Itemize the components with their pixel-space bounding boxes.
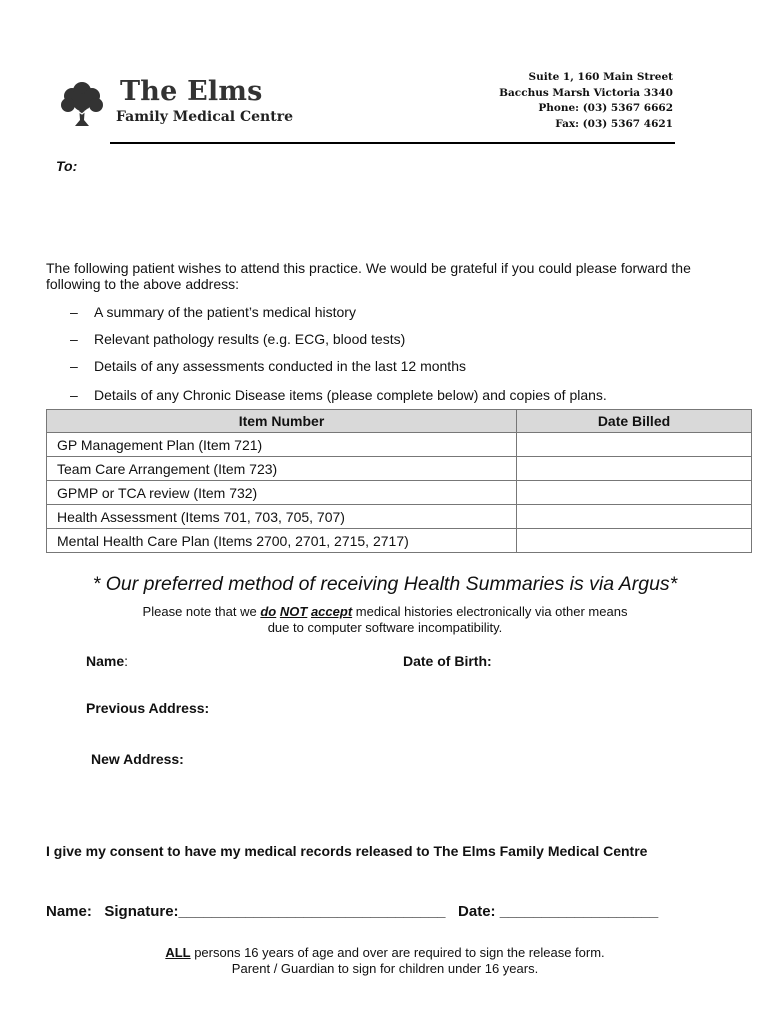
- footer-line1: ALL persons 16 years of age and over are required to sign the release form.: [165, 945, 605, 960]
- table-header-row: [47, 410, 752, 433]
- signature-row: [46, 903, 658, 920]
- column-header-date-billed: Date Billed: [517, 410, 752, 433]
- item-cell: GP Management Plan (Item 721): [47, 433, 517, 457]
- clinic-name: The Elms: [120, 76, 263, 107]
- intro-paragraph: The following patient wishes to attend this practice. We would be grateful if you could please forward the following to the above address:: [46, 260, 691, 292]
- item-cell: Team Care Arrangement (Item 723): [47, 457, 517, 481]
- electronic-notice: Please note that we do NOT accept medical histories electronically via other means: [142, 604, 628, 619]
- date-billed-cell[interactable]: [517, 481, 752, 505]
- table-row: [47, 433, 752, 457]
- previous-address-field-label[interactable]: Previous Address:: [86, 700, 210, 716]
- column-header-item-number: Item Number: [47, 410, 517, 433]
- date-billed-cell[interactable]: [517, 529, 752, 553]
- tree-icon: [58, 80, 106, 128]
- argus-notice: * Our preferred method of receiving Health Summaries is via Argus*: [92, 573, 678, 595]
- table-row: [47, 529, 752, 553]
- item-cell: Mental Health Care Plan (Items 2700, 2701, 2715, 2717): [47, 529, 517, 553]
- date-billed-cell[interactable]: [517, 505, 752, 529]
- phone-line: Phone: (03) 5367 6662: [538, 102, 673, 114]
- signature-field[interactable]: Signature:________________________________: [104, 903, 446, 920]
- address-line: Bacchus Marsh Victoria 3340: [499, 87, 673, 99]
- date-billed-cell[interactable]: [517, 433, 752, 457]
- dob-field-label[interactable]: Date of Birth:: [403, 653, 492, 669]
- table-row: [47, 505, 752, 529]
- item-cell: Health Assessment (Items 701, 703, 705, 707): [47, 505, 517, 529]
- list-item: – Details of any assessments conducted in the last 12 months: [70, 358, 466, 374]
- consent-statement: I give my consent to have my medical records released to The Elms Family Medical Centre: [46, 843, 648, 859]
- to-label: To:: [56, 158, 78, 174]
- name-field-label[interactable]: Name:: [86, 653, 129, 669]
- new-address-field-label[interactable]: New Address:: [91, 751, 184, 767]
- address-line: Suite 1, 160 Main Street: [528, 71, 673, 83]
- table-row: [47, 481, 752, 505]
- signature-date-field[interactable]: Date: ___________________: [458, 903, 659, 920]
- chronic-disease-table: [46, 409, 752, 553]
- clinic-subtitle: Family Medical Centre: [116, 109, 293, 125]
- list-item: – Details of any Chronic Disease items (please complete below) and copies of plans.: [70, 387, 607, 403]
- item-cell: GPMP or TCA review (Item 732): [47, 481, 517, 505]
- date-billed-cell[interactable]: [517, 457, 752, 481]
- header-rule: [110, 142, 675, 144]
- footer-line2: Parent / Guardian to sign for children under 16 years.: [231, 961, 539, 976]
- fax-line: Fax: (03) 5367 4621: [555, 118, 673, 130]
- electronic-notice-line2: due to computer software incompatibility.: [267, 620, 503, 635]
- list-item: – Relevant pathology results (e.g. ECG, blood tests): [70, 331, 406, 347]
- signature-name-label[interactable]: Name:: [46, 903, 92, 920]
- list-item: – A summary of the patient’s medical history: [70, 304, 356, 320]
- table-row: [47, 457, 752, 481]
